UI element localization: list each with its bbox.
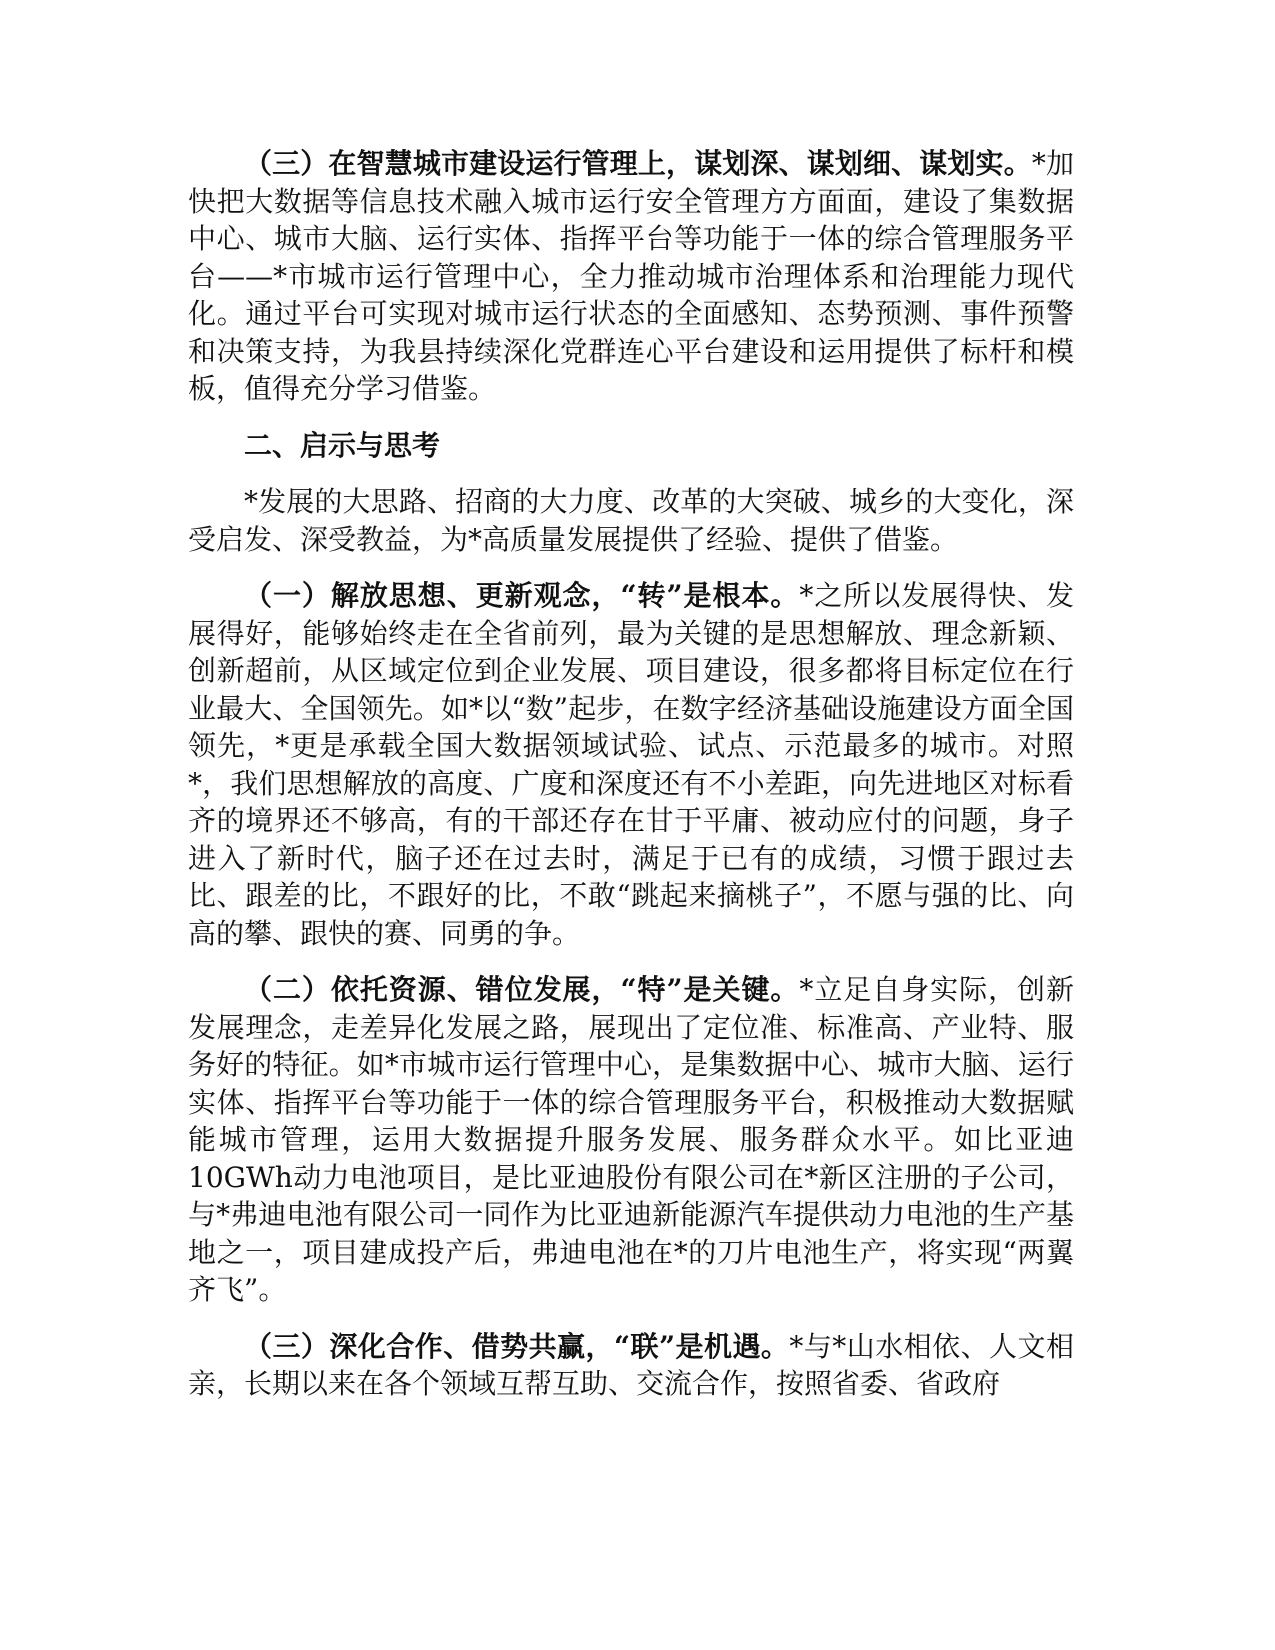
paragraph-text: *与*山水相依、人文相亲，长期以来在各个领域互帮互助、交流合作，按照省委、省政府 <box>188 1329 1074 1400</box>
paragraph-text: *发展的大思路、招商的大力度、改革的大突破、城乡的大变化，深受启发、深受教益，为*高质量发展提供了经验、提供了借鉴。 <box>188 485 1074 556</box>
paragraph-text: *之所以发展得快、发展得好，能够始终走在全省前列，最为关键的是思想解放、理念新颖、创新超前，从区域定位到企业发展、项目建设，很多都将目标定位在行业最大、全国领先。如*以“数”起步，在数字经济基础设施建设方面全国领先，*更是承载全国大数据领域试验、试点、示范最多的城市。对照*，我们思想解放的高度、广度和深度还有不小差距，向先进地区对标看齐的境界还不够高，有的干部还存在甘于平庸、被动应付的问题，身子进入了新时代，脑子还在过去时，满足于已有的成绩，习惯于跟过去比、跟差的比，不跟好的比，不敢“跳起来摘桃子”，不愿与强的比、向高的攀、跟快的赛、同勇的争。 <box>188 579 1074 950</box>
paragraph-lead: （三）深化合作、借势共赢，“联”是机遇。 <box>244 1329 790 1363</box>
section-heading-inspiration <box>188 427 1074 465</box>
paragraph-text: *加快把大数据等信息技术融入城市运行安全管理方方面面，建设了集数据中心、城市大脑、运行实体、指挥平台等功能于一体的综合管理服务平台——*市城市运行管理中心，全力推动城市治理体系和治理能力现代化。通过平台可实现对城市运行状态的全面感知、态势预测、事件预警和决策支持，为我县持续深化党群连心平台建设和运用提供了标杆和模板，值得充分学习借鉴。 <box>188 147 1074 405</box>
paragraph-text: *立足自身实际，创新发展理念，走差异化发展之路，展现出了定位准、标准高、产业特、服务好的特征。如*市城市运行管理中心，是集数据中心、城市大脑、运行实体、指挥平台等功能于一体的综合管理服务平台，积极推动大数据赋能城市管理，运用大数据提升服务发展、服务群众水平。如比亚迪10GWh动力电池项目，是比亚迪股份有限公司在*新区注册的子公司，与*弗迪电池有限公司一同作为比亚迪新能源汽车提供动力电池的生产基地之一，项目建成投产后，弗迪电池在*的刀片电池生产，将实现“两翼齐飞”。 <box>188 973 1074 1306</box>
paragraph-smart-city <box>188 145 1074 408</box>
paragraph-cooperation <box>188 1328 1074 1403</box>
paragraph-lead: （二）依托资源、错位发展，“特”是关键。 <box>244 973 800 1006</box>
document-body <box>188 145 1074 1422</box>
paragraph-intro <box>188 483 1074 558</box>
paragraph-transform <box>188 577 1074 952</box>
paragraph-special <box>188 971 1074 1309</box>
section-heading-text: 二、启示与思考 <box>244 428 441 462</box>
paragraph-lead: （一）解放思想、更新观念，“转”是根本。 <box>244 579 800 612</box>
paragraph-lead: （三）在智慧城市建设运行管理上，谋划深、谋划细、谋划实。 <box>244 147 1032 180</box>
